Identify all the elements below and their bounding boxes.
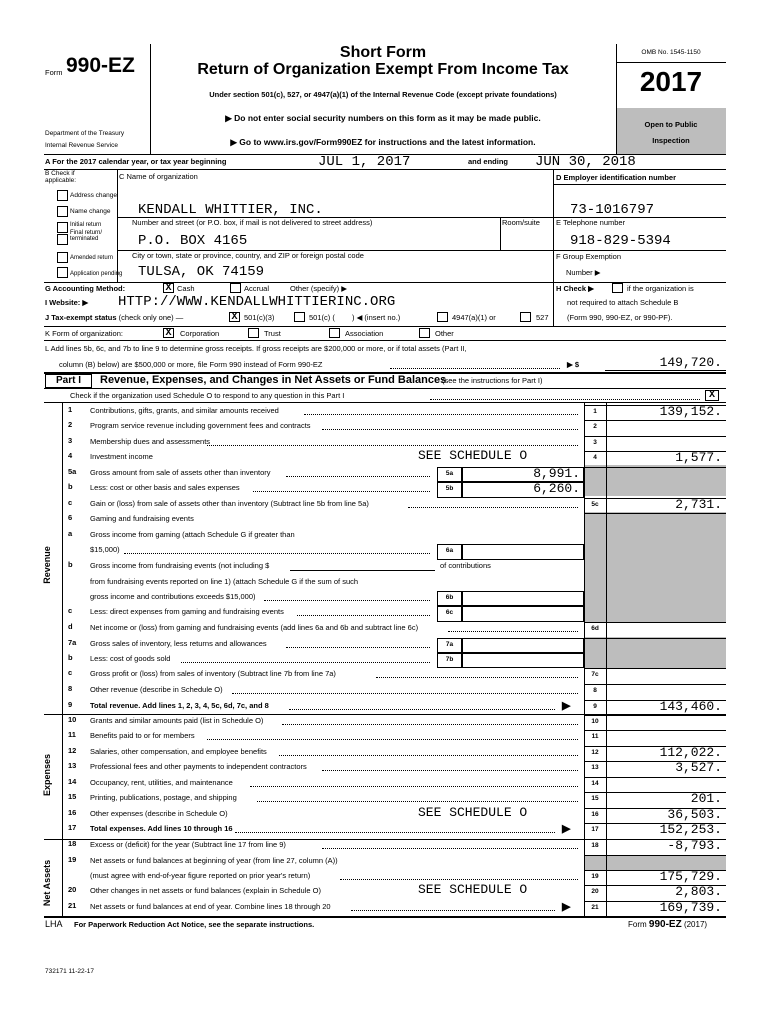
paperwork-notice: For Paperwork Reduction Act Notice, see the separate instructions.	[74, 920, 315, 929]
and-ending-label: and ending	[468, 157, 508, 166]
line-amount[interactable]: 2,731.	[675, 497, 722, 512]
sub-line-value: 8,991.	[533, 466, 580, 481]
line-text: Total expenses. Add lines 10 through 16	[90, 824, 233, 833]
h-text-2: not required to attach Schedule B	[567, 298, 679, 307]
line-extra-text: of contributions	[440, 561, 491, 570]
schedule-b-checkbox[interactable]	[612, 283, 623, 293]
name-change-label: Name change	[70, 208, 111, 215]
line-text: Other revenue (describe in Schedule O)	[90, 685, 223, 694]
line-amount[interactable]: 169,739.	[659, 900, 722, 915]
initial-return-checkbox[interactable]	[57, 222, 68, 233]
line-number: 18	[68, 839, 77, 848]
line-amount[interactable]: 2,803.	[675, 884, 722, 899]
association-checkbox[interactable]	[329, 328, 340, 338]
line-amount[interactable]: 143,460.	[659, 699, 722, 714]
line-number: 6	[68, 513, 73, 522]
line-text: from fundraising events reported on line 1) (attach Schedule G if the sum of such	[90, 577, 359, 586]
form-code: 732171 11-22-17	[45, 968, 95, 975]
line-number: c	[68, 668, 73, 677]
line-amount[interactable]: 112,022.	[659, 745, 722, 760]
line-a-label: A For the 2017 calendar year, or tax year beginning	[45, 157, 227, 166]
address-change-checkbox[interactable]	[57, 190, 68, 201]
sub-line-field[interactable]	[462, 606, 584, 622]
group-exemption-label: F Group Exemption	[556, 252, 622, 261]
schedule-o-reference: SEE SCHEDULE O	[418, 882, 528, 897]
line-number: 4	[68, 451, 73, 460]
website-label: I Website: ▶	[45, 298, 89, 307]
line-text: Excess or (deficit) for the year (Subtract line 17 from line 9)	[90, 840, 286, 849]
line-number: 14	[68, 777, 77, 786]
line-text: $15,000)	[90, 545, 120, 554]
line-amount[interactable]: 3,527.	[675, 760, 722, 775]
line-ref: 7c	[591, 671, 599, 678]
line-text: Less: cost or other basis and sales expenses	[90, 483, 240, 492]
line-ref: 14	[591, 780, 599, 787]
line-ref: 18	[591, 842, 599, 849]
total-arrow: ▶	[562, 901, 571, 913]
dept-treasury: Department of the Treasury	[45, 130, 125, 137]
line-text: Other changes in net assets or fund balances (explain in Schedule O)	[90, 886, 321, 895]
tax-exempt-label: J Tax-exempt status (check only one) —	[45, 313, 184, 322]
phone-label: E Telephone number	[556, 218, 626, 227]
line-text: Other expenses (describe in Schedule O)	[90, 809, 228, 818]
line-ref: 19	[591, 873, 599, 880]
total-arrow: ▶	[562, 700, 571, 712]
h-text-1: if the organization is	[627, 284, 694, 293]
line-text: Net assets or fund balances at end of year. Combine lines 18 through 20	[90, 902, 331, 911]
ssn-notice: ▶ Do not enter social security numbers on this form as it may be made public.	[225, 113, 541, 123]
line-number: 15	[68, 792, 77, 801]
footer-form-ref: Form 990-EZ (2017)	[628, 919, 708, 930]
line-text: Gross income from fundraising events (not including $	[90, 561, 270, 570]
line-number: b	[68, 653, 73, 662]
line-l-text-1: L Add lines 5b, 6c, and 7b to line 9 to determine gross receipts. If gross receipts are $200,000 or more, or if total assets (Part II,	[45, 344, 467, 353]
line-amount[interactable]: 1,577.	[675, 450, 722, 465]
sub-line-ref: 6c	[445, 609, 454, 616]
tax-year-end[interactable]: JUN 30, 2018	[535, 154, 636, 170]
subtitle: Under section 501(c), 527, or 4947(a)(1) of the Internal Revenue Code (except private foundations)	[209, 90, 557, 99]
line-ref: 1	[593, 408, 597, 415]
schedule-o-reference: SEE SCHEDULE O	[418, 448, 528, 463]
line-l-text-2: column (B) below) are $500,000 or more, file Form 990 instead of Form 990-EZ	[59, 360, 323, 369]
line-text: Net income or (loss) from gaming and fundraising events (add lines 6a and 6b and subtract line 6c)	[90, 623, 419, 632]
line-number: 5a	[68, 467, 77, 476]
line-amount[interactable]: -8,793.	[667, 838, 722, 853]
sub-line-field[interactable]	[462, 544, 584, 560]
line-number: c	[68, 498, 73, 507]
line-number: 16	[68, 808, 77, 817]
org-form-label: K Form of organization:	[45, 329, 123, 338]
h-check-label: H Check ▶	[556, 284, 594, 293]
side-label-net-assets: Net Assets	[42, 859, 52, 907]
line-number: 17	[68, 823, 77, 832]
line-ref: 3	[593, 439, 597, 446]
sub-line-value: 6,260.	[533, 481, 580, 496]
org-city[interactable]: TULSA, OK 74159	[138, 264, 265, 280]
gross-receipts-value[interactable]: 149,720.	[659, 355, 722, 370]
instructions-notice: ▶ Go to www.irs.gov/Form990EZ for instructions and the latest information.	[230, 137, 536, 147]
h-text-3: (Form 990, 990-EZ, or 990-PF).	[567, 313, 673, 322]
line-text: Salaries, other compensation, and employee benefits	[90, 747, 267, 756]
line-ref: 9	[593, 703, 597, 710]
line-number: a	[68, 529, 73, 538]
total-arrow: ▶	[562, 823, 571, 835]
initial-return-label: Initial return	[70, 222, 102, 228]
501c-checkbox[interactable]	[294, 312, 305, 322]
501c-label: 501(c) (	[309, 313, 335, 322]
title-main: Return of Organization Exempt From Income Tax	[197, 61, 569, 78]
line-amount[interactable]: 152,253.	[659, 822, 722, 837]
other-form-checkbox[interactable]	[419, 328, 430, 338]
application-pending-label: Application pending	[70, 271, 123, 277]
insert-no-label: ) ◀ (insert no.)	[352, 313, 401, 322]
line-text: Gross income from gaming (attach Schedule G if greater than	[90, 530, 295, 539]
line-amount[interactable]: 175,729.	[659, 869, 722, 884]
sub-line-ref: 5b	[445, 485, 454, 492]
corporation-label: Corporation	[180, 329, 220, 338]
line-ref: 12	[591, 749, 599, 756]
line-ref: 16	[591, 811, 599, 818]
line-text: Benefits paid to or for members	[90, 731, 195, 740]
cash-label: Cash	[177, 284, 195, 293]
phone-value[interactable]: 918-829-5394	[570, 233, 671, 249]
form-prefix: Form	[45, 68, 63, 77]
line-amount[interactable]: 36,503.	[667, 807, 722, 822]
lha-label: LHA	[45, 919, 63, 929]
sub-line-ref: 6a	[445, 547, 454, 554]
line-text: Program service revenue including government fees and contracts	[90, 421, 311, 430]
line-text: Less: direct expenses from gaming and fundraising events	[90, 607, 284, 616]
line-text: Gross profit or (loss) from sales of inventory (Subtract line 7b from line 7a)	[90, 669, 336, 678]
side-label-revenue: Revenue	[42, 546, 52, 584]
line-number: 21	[68, 901, 77, 910]
amended-return-label: Amended return	[70, 255, 114, 261]
line-number: b	[68, 482, 73, 491]
accrual-checkbox[interactable]	[230, 283, 241, 293]
line-ref: 10	[591, 718, 599, 725]
line-ref: 5c	[591, 501, 599, 508]
sub-line-ref: 7b	[445, 656, 454, 663]
line-text: Contributions, gifts, grants, and similar amounts received	[90, 406, 279, 415]
line-b-label: B Check if applicable:	[45, 170, 77, 184]
4947-label: 4947(a)(1) or	[452, 313, 496, 322]
527-checkbox[interactable]	[520, 312, 531, 322]
line-text: Printing, publications, postage, and shipping	[90, 793, 237, 802]
trust-checkbox[interactable]	[248, 328, 259, 338]
line-text: Gross amount from sale of assets other than inventory	[90, 468, 271, 477]
line-ref: 2	[593, 423, 597, 430]
street-label: Number and street (or P.O. box, if mail is not delivered to street address)	[132, 218, 373, 227]
address-change-label: Address change	[70, 192, 117, 199]
line-ref: 21	[591, 904, 599, 911]
501c3-label: 501(c)(3)	[244, 313, 275, 322]
corporation-checkbox[interactable]: X	[163, 328, 174, 338]
line-text: Grants and similar amounts paid (list in Schedule O)	[90, 716, 264, 725]
sub-line-field[interactable]	[462, 653, 584, 668]
line-number: c	[68, 606, 73, 615]
tax-year-begin[interactable]: JUL 1, 2017	[318, 154, 411, 170]
line-number: 1	[68, 405, 73, 414]
sub-line-ref: 7a	[445, 641, 454, 648]
line-l-arrow: ▶ $	[567, 360, 580, 369]
line-text: Membership dues and assessments	[90, 437, 211, 446]
line-text: gross income and contributions exceeds $15,000)	[90, 592, 256, 601]
line-amount[interactable]: 139,152.	[659, 404, 722, 419]
trust-label: Trust	[264, 329, 281, 338]
line-number: 2	[68, 420, 73, 429]
line-amount[interactable]: 201.	[690, 791, 722, 806]
4947-checkbox[interactable]	[437, 312, 448, 322]
other-method-label: Other (specify) ▶	[290, 284, 348, 293]
schedule-o-checkbox[interactable]: X	[705, 390, 719, 401]
sub-line-ref: 5a	[445, 470, 454, 477]
other-form-label: Other	[435, 329, 454, 338]
part1-title: Revenue, Expenses, and Changes in Net Assets or Fund Balances	[100, 374, 447, 386]
line-number: b	[68, 560, 73, 569]
part1-tag: Part I	[45, 374, 92, 388]
final-return-label: Final return/ terminated	[70, 230, 103, 242]
cash-checkbox[interactable]: X	[163, 283, 174, 293]
line-number: 11	[68, 730, 76, 739]
line-text: Investment income	[90, 452, 153, 461]
group-number-label: Number ▶	[566, 268, 601, 277]
line-ref: 15	[591, 795, 599, 802]
line-ref: 11	[591, 733, 599, 740]
org-street[interactable]: P.O. BOX 4165	[138, 233, 248, 249]
website-value[interactable]: HTTP://WWW.KENDALLWHITTIERINC.ORG	[118, 294, 396, 310]
schedule-o-reference: SEE SCHEDULE O	[418, 805, 528, 820]
final-return-checkbox[interactable]	[57, 234, 68, 245]
amended-return-checkbox[interactable]	[57, 252, 68, 263]
line-number: 10	[68, 715, 77, 724]
sub-line-ref: 6b	[445, 594, 454, 601]
line-text: Professional fees and other payments to independent contractors	[90, 762, 307, 771]
line-number: 8	[68, 684, 73, 693]
title-short-form: Short Form	[339, 44, 427, 61]
line-number: d	[68, 622, 73, 631]
tax-year: 2017	[639, 66, 703, 97]
line-ref: 13	[591, 764, 599, 771]
side-label-expenses: Expenses	[42, 753, 52, 797]
sub-line-field[interactable]	[462, 638, 584, 653]
open-public: Open to Public	[644, 120, 698, 129]
line-text: Net assets or fund balances at beginning of year (from line 27, column (A))	[90, 856, 338, 865]
part1-title-note: (see the instructions for Part I)	[442, 376, 543, 385]
ein-value[interactable]: 73-1016797	[570, 202, 655, 218]
line-ref: 6d	[591, 625, 599, 632]
name-change-checkbox[interactable]	[57, 206, 68, 217]
line-number: 20	[68, 885, 77, 894]
org-name-label: C Name of organization	[119, 172, 198, 181]
application-pending-checkbox[interactable]	[57, 267, 68, 278]
accounting-method-label: G Accounting Method:	[45, 284, 126, 293]
527-label: 527	[536, 313, 549, 322]
501c3-checkbox[interactable]: X	[229, 312, 240, 322]
line-number: 7a	[68, 638, 77, 647]
omb-number: OMB No. 1545-1150	[641, 49, 701, 56]
line-text: Occupancy, rent, utilities, and maintenance	[90, 778, 233, 787]
accrual-label: Accrual	[244, 284, 270, 293]
association-label: Association	[345, 329, 384, 338]
line-ref: 8	[593, 687, 597, 694]
line-text: Total revenue. Add lines 1, 2, 3, 4, 5c, 6d, 7c, and 8	[90, 701, 269, 710]
line-number: 9	[68, 700, 73, 709]
line-number: 3	[68, 436, 73, 445]
line-text: Gaming and fundraising events	[90, 514, 194, 523]
line-ref: 4	[593, 454, 597, 461]
schedule-o-check-text: Check if the organization used Schedule O to respond to any question in this Part I	[70, 391, 345, 400]
dept-irs: Internal Revenue Service	[45, 142, 118, 149]
line-number: 13	[68, 761, 77, 770]
sub-line-field[interactable]	[462, 591, 584, 606]
org-name[interactable]: KENDALL WHITTIER, INC.	[138, 202, 323, 218]
line-ref: 17	[591, 826, 599, 833]
line-text: Gain or (loss) from sale of assets other than inventory (Subtract line 5b from line 5a)	[90, 499, 369, 508]
open-inspection: Inspection	[652, 136, 690, 145]
line-ref: 20	[591, 888, 599, 895]
line-text: (must agree with end-of-year figure reported on prior year's return)	[90, 871, 311, 880]
room-suite-label: Room/suite	[502, 218, 540, 227]
ein-label: D Employer identification number	[556, 173, 677, 182]
line-text: Less: cost of goods sold	[90, 654, 171, 663]
form-number: 990-EZ	[66, 54, 135, 77]
line-number: 19	[68, 855, 77, 864]
line-text: Gross sales of inventory, less returns and allowances	[90, 639, 267, 648]
line-number: 12	[68, 746, 77, 755]
city-label: City or town, state or province, country, and ZIP or foreign postal code	[132, 251, 364, 260]
